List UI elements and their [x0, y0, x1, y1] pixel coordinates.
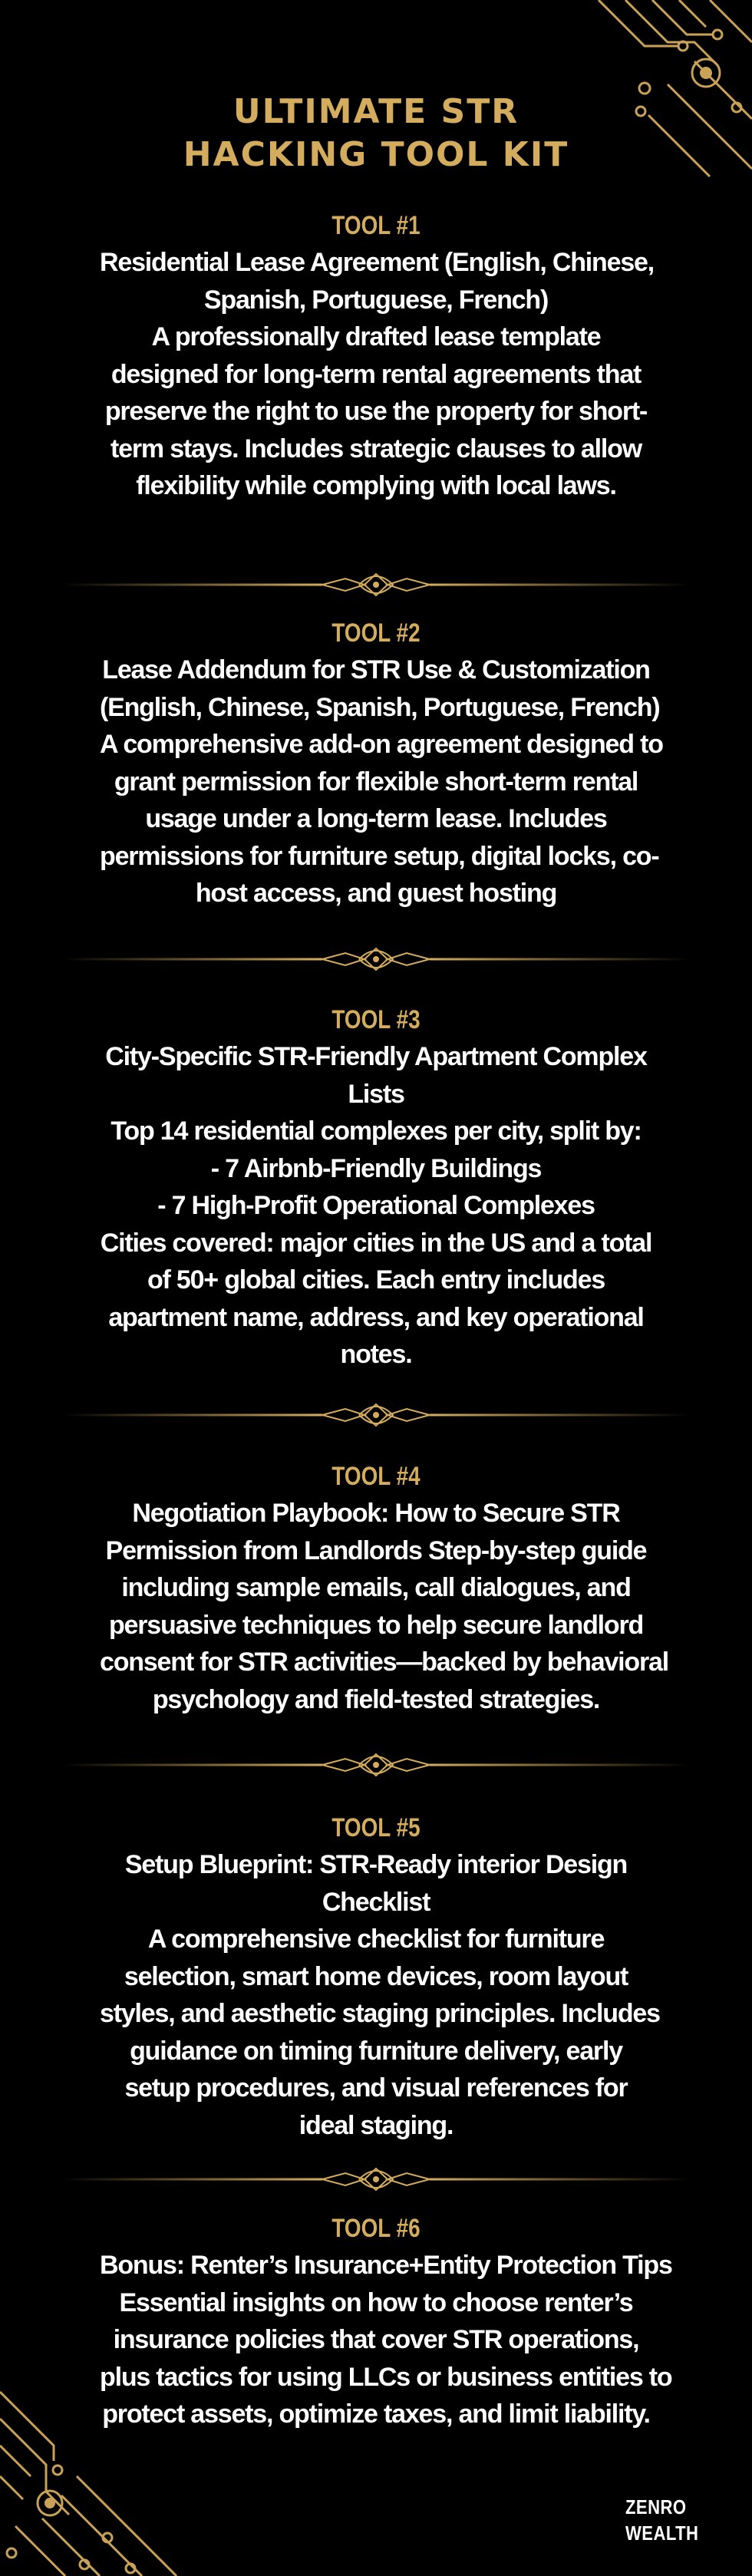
text-line: - 7 Airbnb-Friendly Buildings — [210, 1153, 542, 1183]
text-line: Top 14 residential complexes per city, split by: — [110, 1116, 642, 1146]
tool-name — [100, 1495, 668, 1718]
text-line: flexibility while complying with local laws. — [136, 471, 616, 500]
tool-description — [100, 726, 663, 912]
text-line: Lease Addendum for STR Use & Customization — [102, 655, 650, 684]
tool-section-5 — [100, 1809, 660, 2144]
text-line: Essential insights on how to choose renter’s — [119, 2287, 633, 2317]
text-line: Setup Blueprint: STR-Ready interior Design — [124, 1850, 628, 1879]
text-line: permissions for furniture setup, digital locks, co- — [100, 841, 659, 871]
text-line: A professionally drafted lease template — [151, 322, 601, 351]
text-line: consent for STR activities—backed by behavioral — [100, 1648, 668, 1677]
title-line-1: ULTIMATE STR — [233, 92, 519, 131]
text-line: A comprehensive checklist for furniture — [147, 1925, 605, 1954]
section-divider — [61, 2164, 691, 2195]
text-line: Bonus: Renter’s Insurance+Entity Protection Tips — [100, 2251, 672, 2280]
tool-heading: TOOL #2 — [331, 618, 421, 648]
text-line: Checklist — [322, 1887, 430, 1917]
text-line: preserve the right to use the property for short- — [104, 397, 648, 426]
text-line: - 7 High-Profit Operational Complexes — [157, 1191, 595, 1220]
text-line: plus tactics for using LLCs or business entities to — [100, 2362, 672, 2392]
brand-line-2: WEALTH — [625, 2522, 699, 2545]
text-line: psychology and field-tested strategies. — [152, 1684, 600, 1714]
section-divider — [61, 569, 691, 600]
text-line: guidance on timing furniture delivery, early — [130, 2036, 622, 2066]
text-line: Lists — [348, 1079, 404, 1109]
tool-name — [100, 244, 652, 318]
tool-heading: TOOL #4 — [331, 1462, 421, 1491]
text-line: Permission from Landlords Step-by-step guide — [105, 1535, 647, 1565]
tool-heading: TOOL #3 — [331, 1005, 421, 1034]
text-line: City-Specific STR-Friendly Apartment Complex — [105, 1042, 647, 1071]
text-line: insurance policies that cover STR operations, — [113, 2325, 639, 2354]
text-line: A comprehensive add-on agreement designed to — [100, 730, 663, 759]
tool-description — [100, 1113, 652, 1374]
text-line: persuasive techniques to help secure landlord — [108, 1610, 644, 1640]
text-line: term stays. Includes strategic clauses to allow — [110, 434, 642, 463]
text-line: host access, and guest hosting — [195, 879, 557, 908]
title-line-2: HACKING TOOL KIT — [183, 135, 569, 174]
text-line: ideal staging. — [298, 2110, 454, 2140]
tool-name — [100, 2247, 672, 2284]
tool-heading: TOOL #5 — [331, 1813, 421, 1842]
section-divider — [61, 1400, 691, 1430]
tool-section-4 — [100, 1458, 668, 1718]
tool-name — [100, 651, 660, 726]
text-line: styles, and aesthetic staging principles. Includes — [100, 1999, 660, 2028]
section-divider — [61, 1750, 691, 1780]
text-line: setup procedures, and visual references for — [124, 2073, 628, 2103]
page-title — [0, 91, 752, 176]
tool-heading: TOOL #6 — [331, 2214, 421, 2243]
text-line: grant permission for flexible short-term rental — [114, 767, 638, 797]
tool-section-3 — [100, 1001, 652, 1374]
brand-logo — [625, 2494, 698, 2546]
text-line: usage under a long-term lease. Includes — [145, 804, 607, 833]
text-line: designed for long-term rental agreements that — [110, 359, 642, 389]
text-line: Negotiation Playbook: How to Secure STR — [132, 1499, 620, 1528]
tool-section-1 — [100, 207, 652, 505]
text-line: selection, smart home devices, room layout — [124, 1961, 628, 1991]
text-line: Cities covered: major cities in the US and a total — [100, 1228, 652, 1258]
text-line: of 50+ global cities. Each entry includes — [147, 1265, 605, 1295]
tool-description — [100, 318, 652, 505]
text-line: Residential Lease Agreement (English, Chinese, — [100, 248, 654, 277]
text-line: (English, Chinese, Spanish, Portuguese, French) — [100, 692, 660, 722]
section-divider — [61, 944, 691, 975]
brand-line-1: ZENRO — [625, 2495, 687, 2518]
text-line: notes. — [340, 1340, 412, 1369]
tool-name — [100, 1846, 652, 1921]
tool-heading: TOOL #1 — [331, 211, 421, 240]
text-line: apartment name, address, and key operational — [108, 1302, 644, 1332]
text-line: Spanish, Portuguese, French) — [203, 285, 549, 315]
tool-description — [100, 2284, 672, 2433]
tool-name — [100, 1038, 652, 1113]
text-line: protect assets, optimize taxes, and limit liability. — [102, 2400, 650, 2429]
tool-section-6 — [100, 2210, 672, 2433]
tool-description — [100, 1921, 660, 2144]
tool-section-2 — [100, 615, 663, 912]
text-line: including sample emails, call dialogues, and — [121, 1573, 631, 1602]
